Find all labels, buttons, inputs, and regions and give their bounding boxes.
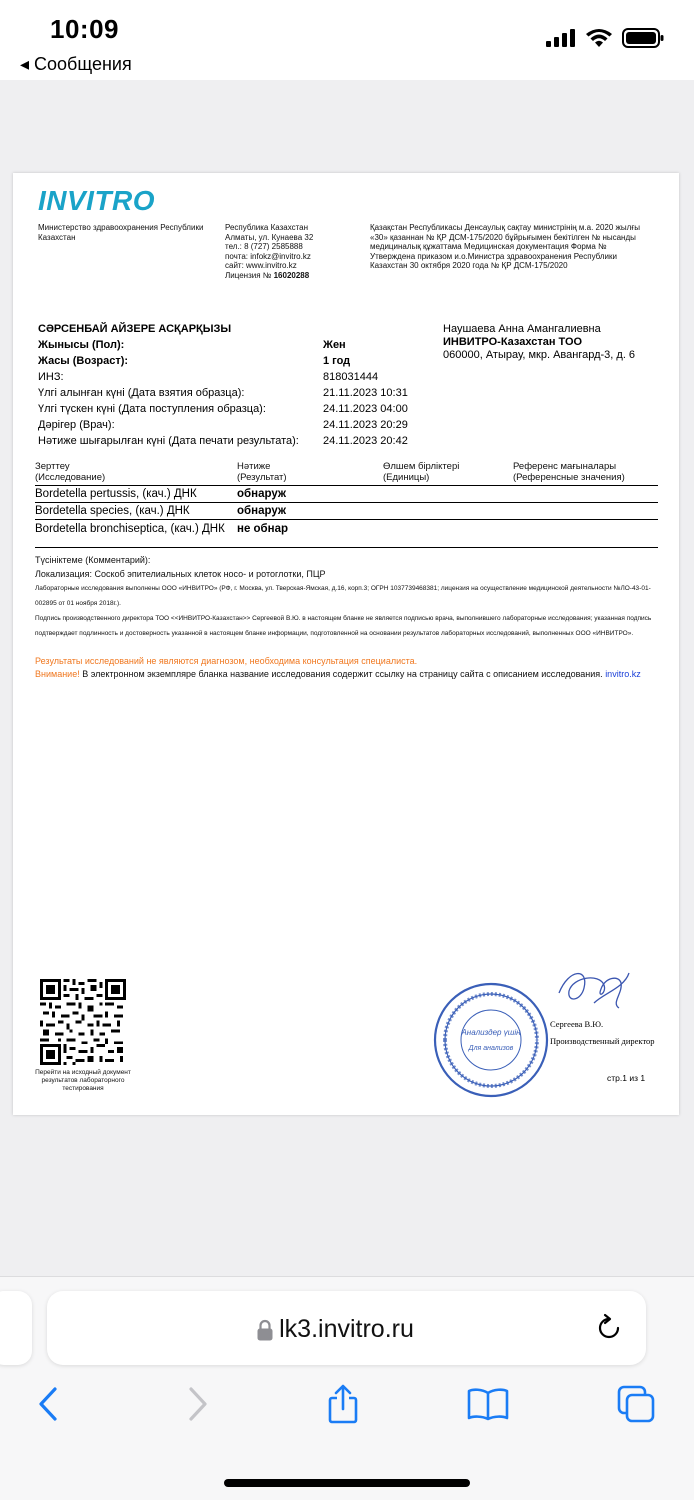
- attention-text: В электронном экземпляре бланка название исследования содержит ссылку на страницу сайта с описанием исследования.: [82, 669, 603, 679]
- chevron-left-icon: [36, 1386, 60, 1422]
- table-divider: [35, 519, 658, 520]
- received-date-value: 24.11.2023 04:00: [323, 403, 408, 415]
- bookmarks-button[interactable]: [466, 1382, 510, 1426]
- signature-icon: [549, 963, 639, 1023]
- gender-label: Жынысы (Пол):: [38, 339, 125, 351]
- header-ru: (Единицы): [383, 471, 430, 483]
- address-line: почта: infokz@invitro.kz: [225, 251, 311, 261]
- forward-button[interactable]: [176, 1382, 220, 1426]
- lab-address: 060000, Атырау, мкр. Авангард-3, д. 6: [443, 349, 636, 361]
- signer-name: Сергеева В.Ю.: [550, 1019, 604, 1029]
- address-line: Алматы, ул. Кунаева 32: [225, 232, 314, 242]
- header-kz: Референс мағыналары: [513, 461, 617, 472]
- table-divider: [35, 547, 658, 548]
- ministry-text: Министерство здравоохранения Республики Казахстан: [38, 223, 204, 242]
- header-kz: Нәтиже: [237, 461, 271, 472]
- cellular-signal-icon: [546, 29, 576, 47]
- lab-address: [225, 223, 365, 280]
- address-line: Республика Казахстан: [225, 223, 309, 232]
- table-divider: [35, 502, 658, 503]
- home-indicator[interactable]: [224, 1479, 470, 1487]
- table-header-reference: [513, 462, 625, 483]
- attention-label: Внимание!: [35, 669, 80, 679]
- lab-doctor: Наушаева Анна Амангалиевна: [443, 323, 601, 335]
- comment-signature-note: Подпись производственного директора ТОО <<ИНВИТРО-Казахстан>> Сергеевой В.Ю. в настоящем бланке не является подписью врача, выполнившего лабораторные исследования; указанная подпись подтверждает подлинность и достоверность указанной в настоящем бланке информации, подготовленной на основании результатов лабораторных исследований, выполненных ООО «ИНВИТРО».: [35, 615, 652, 637]
- comment-title: Түсініктеме (Комментарий):: [35, 555, 151, 565]
- table-row-test[interactable]: Bordetella pertussis, (кач.) ДНК: [35, 488, 197, 500]
- share-icon: [325, 1384, 361, 1424]
- status-icons: [546, 28, 664, 48]
- invitro-link[interactable]: invitro.kz: [605, 669, 641, 679]
- table-row-result: обнаруж: [237, 505, 287, 517]
- age-value: 1 год: [323, 355, 351, 367]
- page-number: стр.1 из 1: [607, 1073, 646, 1083]
- attention-line: [35, 667, 660, 681]
- patient-name: СӘРСЕНБАЙ АЙЗЕРЕ АСҚАРҚЫЗЫ: [38, 323, 232, 335]
- status-bar: [0, 0, 694, 80]
- table-row-test[interactable]: Bordetella bronchiseptica, (кач.) ДНК: [35, 523, 225, 535]
- comment-performed: Лабораторные исследования выполнены ООО «ИНВИТРО» (РФ, г. Москва, ул. Тверская-Ямская, д.16, корп.3; ОГРН 1037739468381; лицензия на осуществление медицинской деятельности №ЛО-43-01-002895 от 01 ноября 2018г.).: [35, 585, 651, 607]
- reload-icon[interactable]: [594, 1313, 624, 1343]
- header-ru: (Результат): [237, 471, 287, 483]
- inz-label: ИНЗ:: [38, 371, 64, 383]
- table-header-test: [35, 462, 105, 483]
- table-divider: [35, 485, 658, 486]
- chevron-right-icon: [186, 1386, 210, 1422]
- signer-title: Производственный директор: [550, 1036, 655, 1046]
- table-header-units: [383, 462, 459, 483]
- license-line: [225, 271, 365, 281]
- license-number: 16020288: [273, 270, 310, 280]
- back-to-messages-link[interactable]: ◂ Сообщения: [20, 54, 132, 74]
- print-date-value: 24.11.2023 20:42: [323, 435, 408, 447]
- address-line: сайт: www.invitro.kz: [225, 261, 297, 270]
- form-order-text: Қазақстан Республикасы Денсаулық сақтау министрінің м.а. 2020 жылғы «30» қазаннан № ҚР ДСМ-175/2020 бұйрығымен бекітілген № нысанды медициналық құжаттама Медицинская документация Форма № Утверждена приказом и.о.Министра здравоохранения Республики Казахстан 30 октября 2020 года № ҚР ДСМ-175/2020: [370, 223, 640, 270]
- official-stamp-icon: [431, 980, 551, 1100]
- inz-value: 818031444: [323, 371, 379, 383]
- doctor-label: Дәрігер (Врач):: [38, 419, 115, 431]
- header-ru: (Исследование): [35, 471, 106, 483]
- back-button[interactable]: [26, 1382, 70, 1426]
- doctor-value: 24.11.2023 20:29: [323, 419, 408, 431]
- warning-text: Результаты исследований не являются диагнозом, необходима консультация специалиста.: [35, 656, 418, 666]
- tabs-button[interactable]: [614, 1382, 658, 1426]
- age-label: Жасы (Возраст):: [38, 355, 129, 367]
- lab-result-page: [13, 173, 679, 1115]
- browser-toolbar: [0, 1276, 694, 1500]
- table-row-result: не обнар: [237, 523, 289, 535]
- table-header-result: [237, 462, 287, 483]
- address-line: тел.: 8 (727) 2585888: [225, 242, 303, 251]
- comment-localization: Локализация: Соскоб эпителиальных клеток носо- и ротоглотки, ПЦР: [35, 569, 326, 579]
- status-time: 10:09: [50, 14, 119, 44]
- received-date-label: Үлгі түскен күні (Дата поступления образца):: [38, 403, 266, 415]
- signer-block: [550, 1016, 655, 1050]
- lab-company: ИНВИТРО-Казахстан ТОО: [443, 336, 583, 348]
- url-text: lk3.invitro.ru: [279, 1315, 414, 1343]
- sample-date-value: 21.11.2023 10:31: [323, 387, 408, 399]
- table-row-test[interactable]: Bordetella species, (кач.) ДНК: [35, 505, 190, 517]
- license-label: Лицензия №: [225, 270, 272, 280]
- sample-date-label: Үлгі алынған күні (Дата взятия образца):: [38, 387, 245, 399]
- invitro-logo: INVITRO: [38, 185, 156, 216]
- wifi-icon: [586, 29, 612, 48]
- address-bar[interactable]: [47, 1291, 646, 1365]
- stamp-text: Анализдер үшін: [461, 1028, 521, 1037]
- book-icon: [467, 1387, 509, 1421]
- previous-tab-preview[interactable]: [0, 1291, 32, 1365]
- header-kz: Зерттеу: [35, 461, 70, 472]
- tabs-icon: [616, 1384, 656, 1424]
- document-viewer[interactable]: [0, 80, 694, 1276]
- header-ru: (Референсные значения): [513, 471, 625, 483]
- gender-value: Жен: [323, 339, 346, 351]
- battery-icon: [622, 28, 664, 48]
- share-button[interactable]: [321, 1382, 365, 1426]
- stamp-text-2: Для анализов: [468, 1045, 514, 1052]
- lab-info: [443, 323, 653, 362]
- print-date-label: Нәтиже шығарылған күні (Дата печати результата):: [38, 435, 299, 447]
- table-row-result: обнаруж: [237, 488, 287, 500]
- header-kz: Өлшем бірліктері: [383, 461, 460, 472]
- qr-caption: Перейти на исходный документ результатов лабораторного тестирования: [35, 1069, 131, 1092]
- qr-code-icon[interactable]: [40, 979, 126, 1065]
